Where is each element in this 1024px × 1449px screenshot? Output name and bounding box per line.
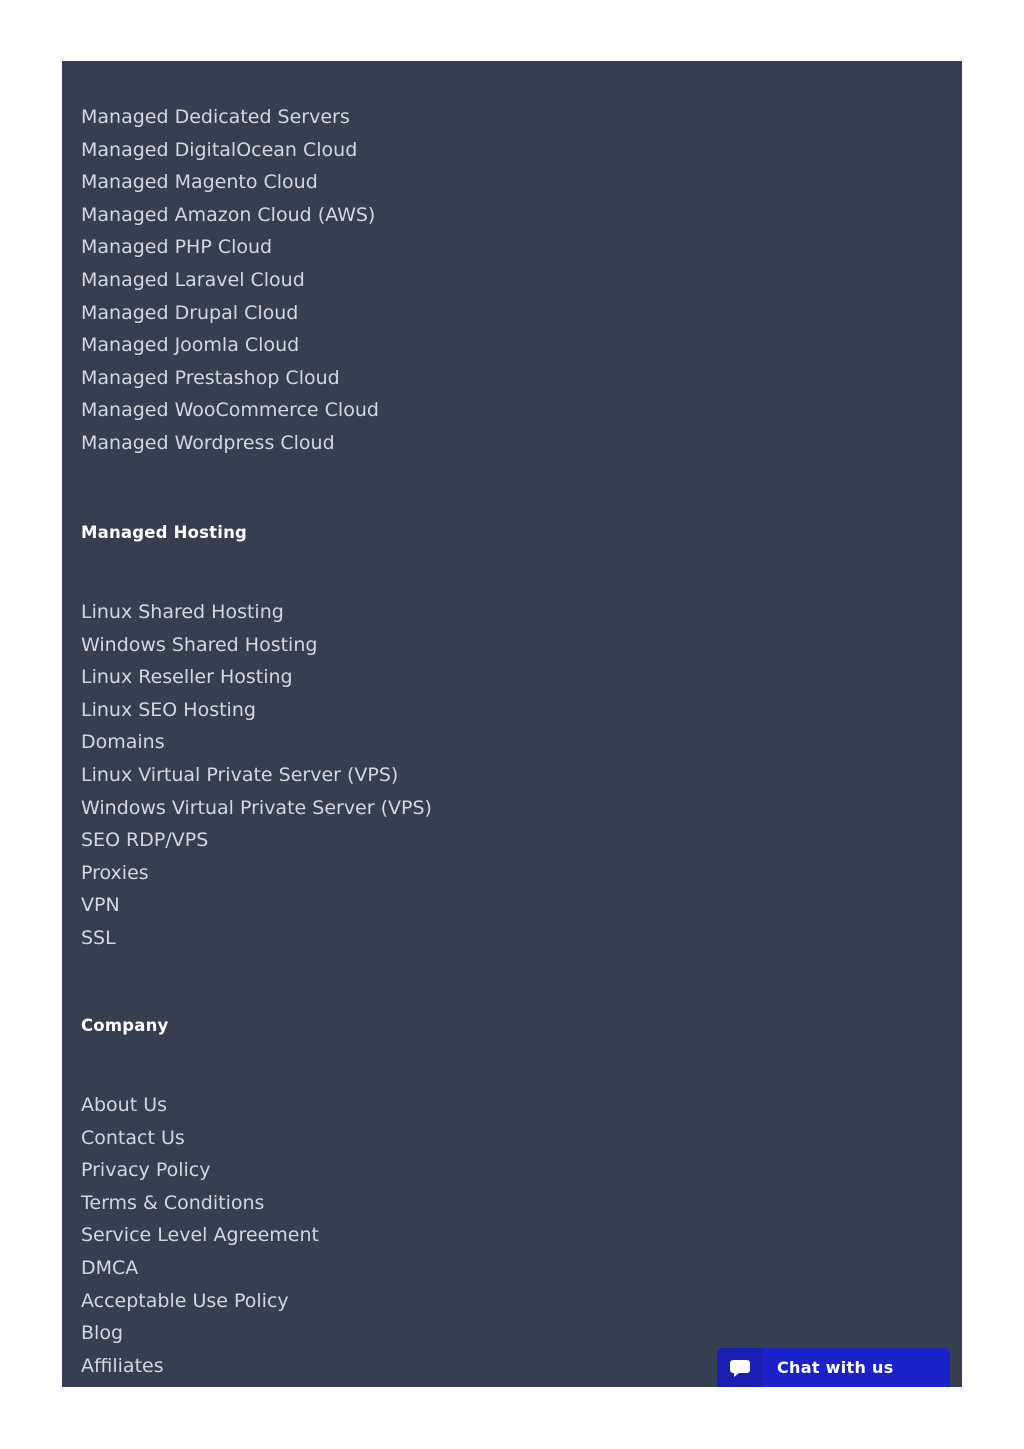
chat-with-us-button[interactable] xyxy=(717,1348,950,1387)
footer-link-dmca[interactable]: DMCA xyxy=(81,1256,139,1279)
footer-link-managed-woocommerce-cloud[interactable]: Managed WooCommerce Cloud xyxy=(81,399,379,422)
footer-link-managed-prestashop-cloud[interactable]: Managed Prestashop Cloud xyxy=(81,366,340,389)
footer-link-managed-amazon-cloud[interactable]: Managed Amazon Cloud (AWS) xyxy=(81,203,376,226)
footer-link-windows-vps[interactable]: Windows Virtual Private Server (VPS) xyxy=(81,796,432,819)
footer-link-proxies[interactable]: Proxies xyxy=(81,861,149,884)
footer-link-blog[interactable]: Blog xyxy=(81,1322,123,1345)
footer-link-linux-seo-hosting[interactable]: Linux SEO Hosting xyxy=(81,698,256,721)
footer-link-managed-php-cloud[interactable]: Managed PHP Cloud xyxy=(81,236,273,259)
footer-link-contact-us[interactable]: Contact Us xyxy=(81,1126,185,1149)
footer-link-ssl[interactable]: SSL xyxy=(81,926,116,949)
footer-link-linux-reseller-hosting[interactable]: Linux Reseller Hosting xyxy=(81,666,293,689)
managed-hosting-heading: Managed Hosting xyxy=(81,523,248,542)
footer-link-windows-shared-hosting[interactable]: Windows Shared Hosting xyxy=(81,633,318,656)
footer-link-affiliates[interactable]: Affiliates xyxy=(81,1354,164,1377)
footer-link-linux-vps[interactable]: Linux Virtual Private Server (VPS) xyxy=(81,763,399,786)
company-heading: Company xyxy=(81,1016,169,1035)
footer-panel xyxy=(62,61,962,1387)
footer-link-domains[interactable]: Domains xyxy=(81,731,165,754)
footer-link-managed-joomla-cloud[interactable]: Managed Joomla Cloud xyxy=(81,334,300,357)
footer-link-managed-drupal-cloud[interactable]: Managed Drupal Cloud xyxy=(81,301,299,324)
footer-link-acceptable-use-policy[interactable]: Acceptable Use Policy xyxy=(81,1289,289,1312)
chat-label: Chat with us xyxy=(777,1358,894,1377)
footer-link-managed-digitalocean-cloud[interactable]: Managed DigitalOcean Cloud xyxy=(81,138,358,161)
footer-link-seo-rdp-vps[interactable]: SEO RDP/VPS xyxy=(81,829,209,852)
cloud-links-list xyxy=(81,101,379,460)
footer-link-managed-dedicated-servers[interactable]: Managed Dedicated Servers xyxy=(81,106,350,128)
footer-link-managed-magento-cloud[interactable]: Managed Magento Cloud xyxy=(81,171,318,194)
footer-link-managed-laravel-cloud[interactable]: Managed Laravel Cloud xyxy=(81,268,305,291)
company-links-list xyxy=(81,1089,319,1382)
footer-link-managed-wordpress-cloud[interactable]: Managed Wordpress Cloud xyxy=(81,431,335,454)
footer-link-service-level-agreement[interactable]: Service Level Agreement xyxy=(81,1224,319,1247)
footer-link-vpn[interactable]: VPN xyxy=(81,894,120,917)
footer-link-about-us[interactable]: About Us xyxy=(81,1094,168,1116)
chat-bubble-icon xyxy=(717,1348,763,1387)
footer-link-privacy-policy[interactable]: Privacy Policy xyxy=(81,1159,211,1182)
footer-link-terms-conditions[interactable]: Terms & Conditions xyxy=(81,1191,265,1214)
hosting-links-list xyxy=(81,596,432,955)
footer-link-linux-shared-hosting[interactable]: Linux Shared Hosting xyxy=(81,601,284,623)
